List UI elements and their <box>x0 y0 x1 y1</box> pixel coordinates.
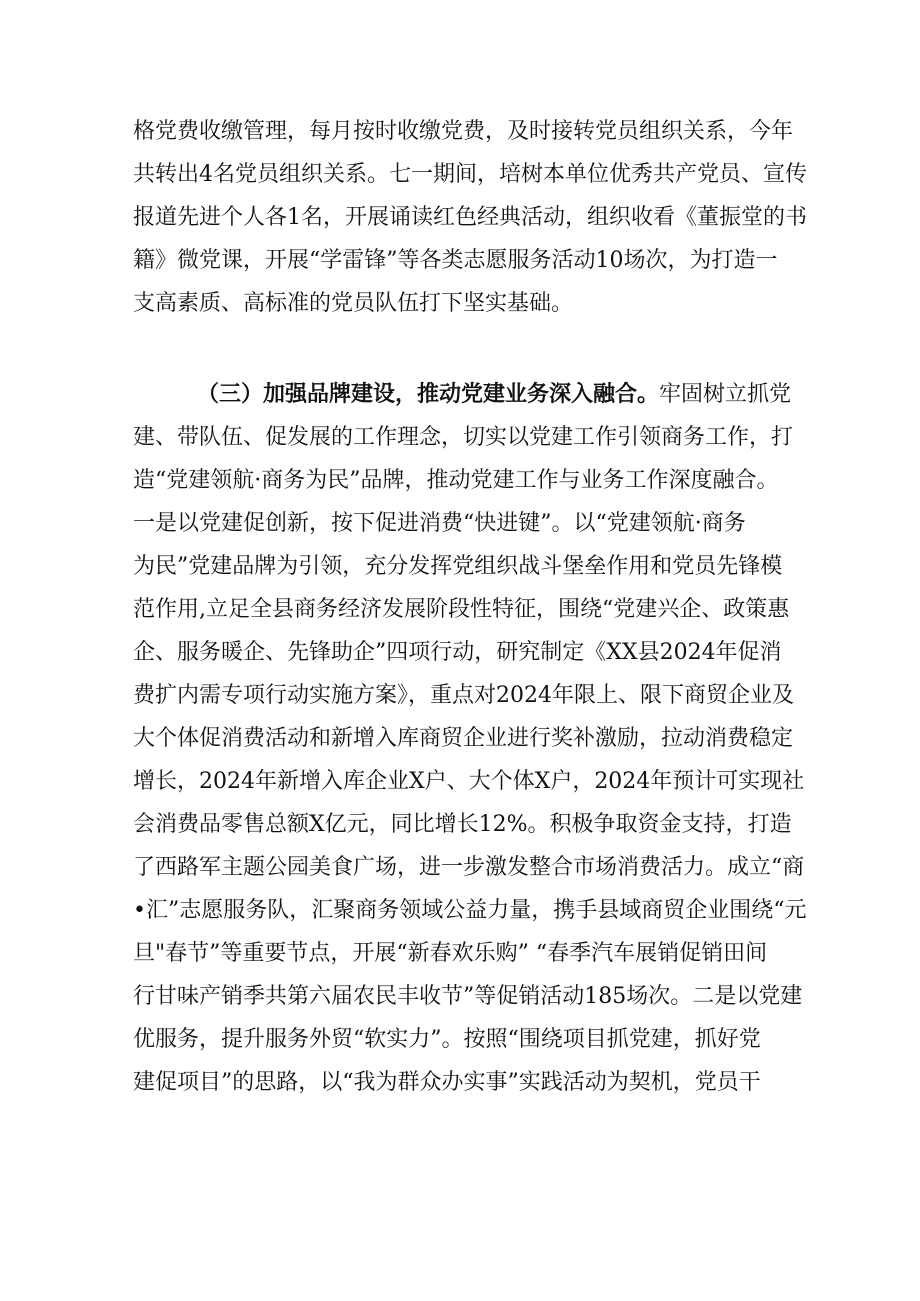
text-line: 格党费收缴管理，每月按时收缴党费，及时接转党员组织关系，今年 <box>133 119 794 144</box>
text-line: •汇”志愿服务队，汇聚商务领域公益力量，携手县域商贸企业围绕“元 <box>133 898 807 923</box>
text-line: 支高素质、高标准的党员队伍打下坚实基础。 <box>133 291 574 316</box>
text-line: 共转出4名党员组织关系。七一期间，培树本单位优秀共产党员、宣传 <box>133 162 807 187</box>
text-line: 优服务，提升服务外贸“软实力”。按照“围绕项目抓党建，抓好党 <box>133 1027 761 1052</box>
text-line: 一是以党建促创新，按下促进消费“快进键”。以“党建领航·商务 <box>133 511 746 536</box>
text-line: 大个体促消费活动和新增入库商贸企业进行奖补激励，拉动消费稳定 <box>133 726 794 751</box>
text-line: 企、服务暖企、先锋助企”四项行动，研究制定《XX县2024年促消 <box>133 640 782 665</box>
text-line: 报道先进个人各1名，开展诵读红色经典活动，组织收看《董振堂的书 <box>133 205 807 230</box>
text-line: 为民”党建品牌为引领，充分发挥党组织战斗堡垒作用和党员先锋模 <box>133 554 783 579</box>
text-line: 造“党建领航·商务为民”品牌，推动党建工作与业务工作深度融合。 <box>133 468 779 493</box>
text-line: 范作用,立足全县商务经济发展阶段性特征，围绕“党建兴企、政策惠 <box>133 597 790 622</box>
section-heading: （三）加强品牌建设，推动党建业务深入融合。 <box>197 381 660 407</box>
paragraph-party-dues <box>133 110 807 325</box>
text-line: 建促项目”的思路，以“我为群众办实事”实践活动为契机，党员干 <box>133 1070 761 1095</box>
text-line: 了西路军主题公园美食广场，进一步激发整合市场消费活力。成立“商 <box>133 855 805 880</box>
text-line: 增长，2024年新增入库企业X户、大个体X户，2024年预计可实现社 <box>133 769 805 794</box>
text-line: 建、带队伍、促发展的工作理念，切实以党建工作引领商务工作，打 <box>133 425 794 450</box>
text-line: 籍》微党课，开展“学雷锋”等各类志愿服务活动10场次，为打造一 <box>133 248 778 273</box>
text-line: 会消费品零售总额X亿元，同比增长12%。积极争取资金支持，打造 <box>133 812 792 837</box>
text-line: 费扩内需专项行动实施方案》，重点对2024年限上、限下商贸企业及 <box>133 683 794 708</box>
text-line: 行甘味产销季共第六届农民丰收节”等促销活动185场次。二是以党建 <box>133 984 803 1009</box>
section-heading-line <box>133 373 793 416</box>
text-line: 旦"春节”等重要节点，开展“新春欢乐购” “春季汽车展销促销田间 <box>133 941 768 966</box>
heading-line-rest: 牢固树立抓党 <box>659 382 792 407</box>
paragraph-brand-building <box>133 373 807 1104</box>
